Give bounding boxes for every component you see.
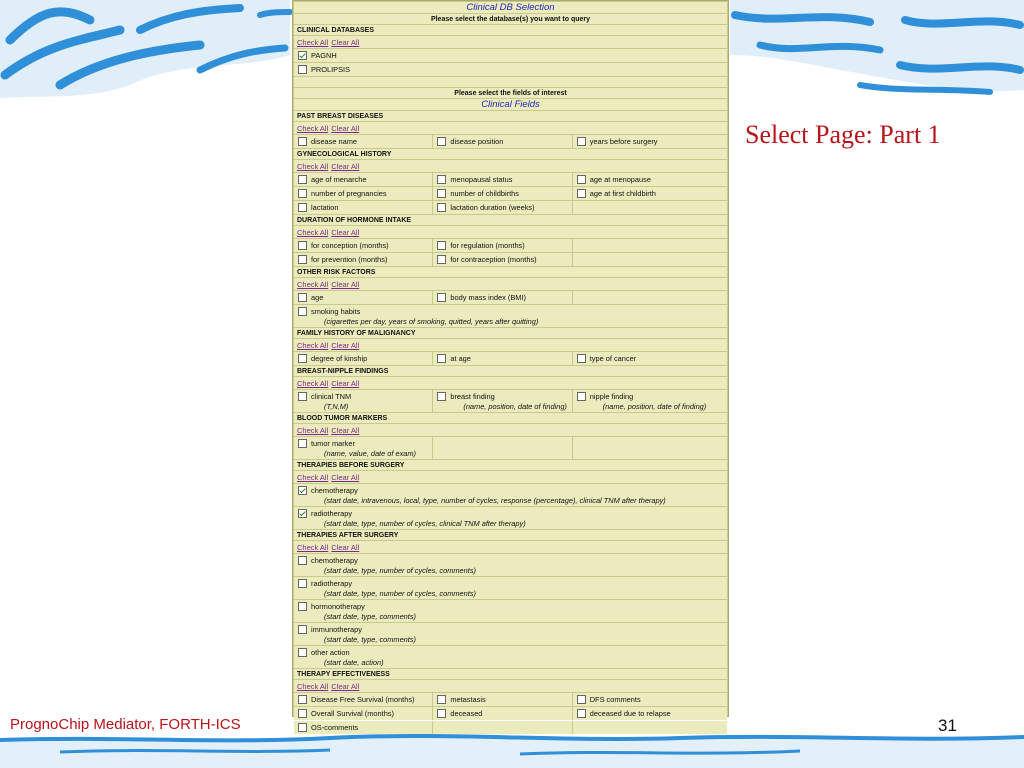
checkbox[interactable]	[437, 709, 446, 718]
checkbox[interactable]	[298, 602, 307, 611]
check-all-link[interactable]: Check All	[297, 227, 329, 237]
clear-all-link[interactable]: Clear All	[331, 161, 360, 171]
db-selection-title: Clinical DB Selection	[294, 2, 727, 13]
clear-all-link[interactable]: Clear All	[331, 227, 360, 237]
db-option-prolipsis[interactable]: PROLIPSIS	[294, 63, 727, 76]
check-clear-links	[294, 160, 727, 172]
empty-cell	[573, 253, 727, 266]
checkbox[interactable]	[437, 695, 446, 704]
field-for-conception[interactable]: for conception (months)	[294, 239, 432, 252]
check-all-link[interactable]: Check All	[297, 123, 329, 133]
slide-title: Select Page: Part 1	[745, 120, 941, 149]
checkbox[interactable]	[298, 293, 307, 302]
field-lactation[interactable]: lactation	[294, 201, 432, 214]
checkbox[interactable]	[298, 354, 307, 363]
empty-cell	[573, 201, 727, 214]
field-age-at-first-childbirth[interactable]: age at first childbirth	[573, 187, 727, 200]
section-header-clinical-databases: CLINICAL DATABASES	[294, 25, 727, 35]
field-smoking-habits[interactable]: smoking habits (cigarettes per day, years of smoking, quitted, years after quitting)	[294, 305, 727, 327]
check-all-link[interactable]: Check All	[297, 161, 329, 171]
checkbox[interactable]	[298, 579, 307, 588]
check-clear-links	[294, 377, 727, 389]
empty-cell	[433, 721, 571, 734]
clear-all-link[interactable]: Clear All	[331, 542, 360, 552]
field-deceased[interactable]: deceased	[433, 707, 571, 720]
checkbox[interactable]	[577, 392, 586, 401]
clinical-fields-title: Clinical Fields	[294, 99, 727, 110]
slide-number: 31	[938, 716, 957, 735]
clear-all-link[interactable]: Clear All	[331, 681, 360, 691]
field-at-age[interactable]: at age	[433, 352, 571, 365]
check-clear-links	[294, 424, 727, 436]
empty-cell	[573, 239, 727, 252]
field-metastasis[interactable]: metastasis	[433, 693, 571, 706]
field-lactation-duration[interactable]: lactation duration (weeks)	[433, 201, 571, 214]
check-clear-links	[294, 36, 727, 48]
empty-cell	[573, 291, 727, 304]
checkbox[interactable]	[437, 293, 446, 302]
checkbox[interactable]	[437, 175, 446, 184]
checkbox[interactable]	[298, 241, 307, 250]
spacer	[294, 77, 727, 87]
field-age-of-menarche[interactable]: age of menarche	[294, 173, 432, 186]
checkbox[interactable]	[577, 354, 586, 363]
checkbox[interactable]	[437, 189, 446, 198]
field-dfs-comments[interactable]: DFS comments	[573, 693, 727, 706]
field-note: (start date, type, comments)	[324, 612, 417, 621]
clear-all-link[interactable]: Clear All	[331, 279, 360, 289]
field-number-of-childbirths[interactable]: number of childbirths	[433, 187, 571, 200]
field-tumor-marker[interactable]: tumor marker (name, value, date of exam)	[294, 437, 432, 459]
checkbox[interactable]	[298, 509, 307, 518]
checkbox[interactable]	[298, 439, 307, 448]
clear-all-link[interactable]: Clear All	[331, 472, 360, 482]
wave-decoration-bottom	[0, 728, 1024, 768]
field-after-immunotherapy[interactable]: immunotherapy (start date, type, comments)	[294, 623, 727, 645]
check-all-link[interactable]: Check All	[297, 378, 329, 388]
section-header-other-risk-factors: OTHER RISK FACTORS	[294, 267, 727, 277]
checkbox[interactable]	[298, 189, 307, 198]
section-header-blood-tumor-markers: BLOOD TUMOR MARKERS	[294, 413, 727, 423]
field-deceased-due-to-relapse[interactable]: deceased due to relapse	[573, 707, 727, 720]
checkbox[interactable]	[577, 709, 586, 718]
clear-all-link[interactable]: Clear All	[331, 340, 360, 350]
field-note: (name, position, date of finding)	[602, 402, 707, 411]
check-clear-links	[294, 541, 727, 553]
checkbox[interactable]	[298, 486, 307, 495]
checkbox[interactable]	[437, 354, 446, 363]
field-degree-of-kinship[interactable]: degree of kinship	[294, 352, 432, 365]
check-clear-links	[294, 680, 727, 692]
section-header-therapy-effectiveness: THERAPY EFFECTIVENESS	[294, 669, 727, 679]
field-note: (start date, type, number of cycles, clinical TNM after therapy)	[324, 519, 526, 528]
db-prompt: Please select the database(s) you want to query	[294, 14, 727, 24]
field-for-prevention[interactable]: for prevention (months)	[294, 253, 432, 266]
checkbox[interactable]	[437, 203, 446, 212]
field-note: (start date, type, number of cycles, comments)	[324, 566, 476, 575]
checkbox[interactable]	[577, 175, 586, 184]
check-all-link[interactable]: Check All	[297, 425, 329, 435]
field-after-hormonotherapy[interactable]: hormonotherapy (start date, type, comments)	[294, 600, 727, 622]
check-clear-links	[294, 226, 727, 238]
field-note: (start date, type, comments)	[324, 635, 417, 644]
field-nipple-finding[interactable]: nipple finding (name, position, date of finding)	[573, 390, 727, 412]
field-age[interactable]: age	[294, 291, 432, 304]
field-note: (T,N,M)	[324, 402, 349, 411]
check-all-link[interactable]: Check All	[297, 340, 329, 350]
checkbox[interactable]	[298, 175, 307, 184]
checkbox[interactable]	[298, 65, 307, 74]
field-disease-free-survival[interactable]: Disease Free Survival (months)	[294, 693, 432, 706]
field-for-contraception[interactable]: for contraception (months)	[433, 253, 571, 266]
field-after-radiotherapy[interactable]: radiotherapy (start date, type, number of cycles, comments)	[294, 577, 727, 599]
field-number-of-pregnancies[interactable]: number of pregnancies	[294, 187, 432, 200]
checkbox[interactable]	[437, 137, 446, 146]
checkbox[interactable]	[298, 695, 307, 704]
checkbox[interactable]	[298, 137, 307, 146]
check-clear-links	[294, 471, 727, 483]
field-os-comments[interactable]: OS-comments	[294, 721, 432, 734]
field-note: (name, value, date of exam)	[324, 449, 417, 458]
section-header-hormone-intake: DURATION OF HORMONE INTAKE	[294, 215, 727, 225]
checkbox[interactable]	[298, 203, 307, 212]
checkbox[interactable]	[437, 255, 446, 264]
section-header-past-breast-diseases: PAST BREAST DISEASES	[294, 111, 727, 121]
field-note: (start date, intravenous, local, type, number of cycles, response (percentage), clinical TNM after therapy)	[324, 496, 666, 505]
checkbox[interactable]	[577, 695, 586, 704]
clinical-db-form	[292, 0, 729, 732]
field-note: (start date, type, number of cycles, comments)	[324, 589, 476, 598]
checkbox[interactable]	[437, 241, 446, 250]
section-header-therapies-before-surgery: THERAPIES BEFORE SURGERY	[294, 460, 727, 470]
field-before-radiotherapy[interactable]: radiotherapy (start date, type, number of cycles, clinical TNM after therapy)	[294, 507, 727, 529]
check-all-link[interactable]: Check All	[297, 472, 329, 482]
field-after-chemotherapy[interactable]: chemotherapy (start date, type, number of cycles, comments)	[294, 554, 727, 576]
field-breast-finding[interactable]: breast finding (name, position, date of finding)	[433, 390, 571, 412]
field-note: (name, position, date of finding)	[463, 402, 567, 411]
checkbox[interactable]	[437, 392, 446, 401]
fields-prompt: Please select the fields of interest	[294, 88, 727, 98]
field-for-regulation[interactable]: for regulation (months)	[433, 239, 571, 252]
section-header-gynecological-history: GYNECOLOGICAL HISTORY	[294, 149, 727, 159]
clear-all-link[interactable]: Clear All	[331, 37, 360, 47]
field-note: (start date, action)	[324, 658, 384, 667]
section-header-breast-nipple-findings: BREAST-NIPPLE FINDINGS	[294, 366, 727, 376]
field-disease-position[interactable]: disease position	[433, 135, 571, 148]
empty-cell	[433, 437, 571, 459]
clear-all-link[interactable]: Clear All	[331, 378, 360, 388]
check-all-link[interactable]: Check All	[297, 279, 329, 289]
clear-all-link[interactable]: Clear All	[331, 425, 360, 435]
check-all-link[interactable]: Check All	[297, 681, 329, 691]
check-clear-links	[294, 339, 727, 351]
checkbox[interactable]	[298, 709, 307, 718]
checkbox[interactable]	[577, 189, 586, 198]
field-after-other-action[interactable]: other action (start date, action)	[294, 646, 727, 668]
check-all-link[interactable]: Check All	[297, 37, 329, 47]
section-header-therapies-after-surgery: THERAPIES AFTER SURGERY	[294, 530, 727, 540]
checkbox[interactable]	[298, 51, 307, 60]
field-age-at-menopause[interactable]: age at menopause	[573, 173, 727, 186]
footer-credit: PrognoChip Mediator, FORTH-ICS	[10, 716, 241, 733]
check-clear-links	[294, 278, 727, 290]
field-disease-name[interactable]: disease name	[294, 135, 432, 148]
checkbox[interactable]	[577, 137, 586, 146]
field-overall-survival[interactable]: Overall Survival (months)	[294, 707, 432, 720]
empty-cell	[573, 437, 727, 459]
checkbox[interactable]	[298, 648, 307, 657]
check-all-link[interactable]: Check All	[297, 542, 329, 552]
checkbox[interactable]	[298, 392, 307, 401]
section-header-family-history: FAMILY HISTORY OF MALIGNANCY	[294, 328, 727, 338]
field-type-of-cancer[interactable]: type of cancer	[573, 352, 727, 365]
checkbox[interactable]	[298, 255, 307, 264]
db-option-pagnh[interactable]: PAGNH	[294, 49, 727, 62]
field-note: (cigarettes per day, years of smoking, quitted, years after quitting)	[324, 317, 539, 326]
field-menopausal-status[interactable]: menopausal status	[433, 173, 571, 186]
field-years-before-surgery[interactable]: years before surgery	[573, 135, 727, 148]
empty-cell	[573, 721, 727, 734]
check-clear-links	[294, 122, 727, 134]
checkbox[interactable]	[298, 723, 307, 732]
field-before-chemotherapy[interactable]: chemotherapy (start date, intravenous, local, type, number of cycles, response (percentage), clinical TNM after therapy)	[294, 484, 727, 506]
field-body-mass-index[interactable]: body mass index (BMI)	[433, 291, 571, 304]
clear-all-link[interactable]: Clear All	[331, 123, 360, 133]
checkbox[interactable]	[298, 307, 307, 316]
field-clinical-tnm[interactable]: clinical TNM (T,N,M)	[294, 390, 432, 412]
checkbox[interactable]	[298, 625, 307, 634]
checkbox[interactable]	[298, 556, 307, 565]
